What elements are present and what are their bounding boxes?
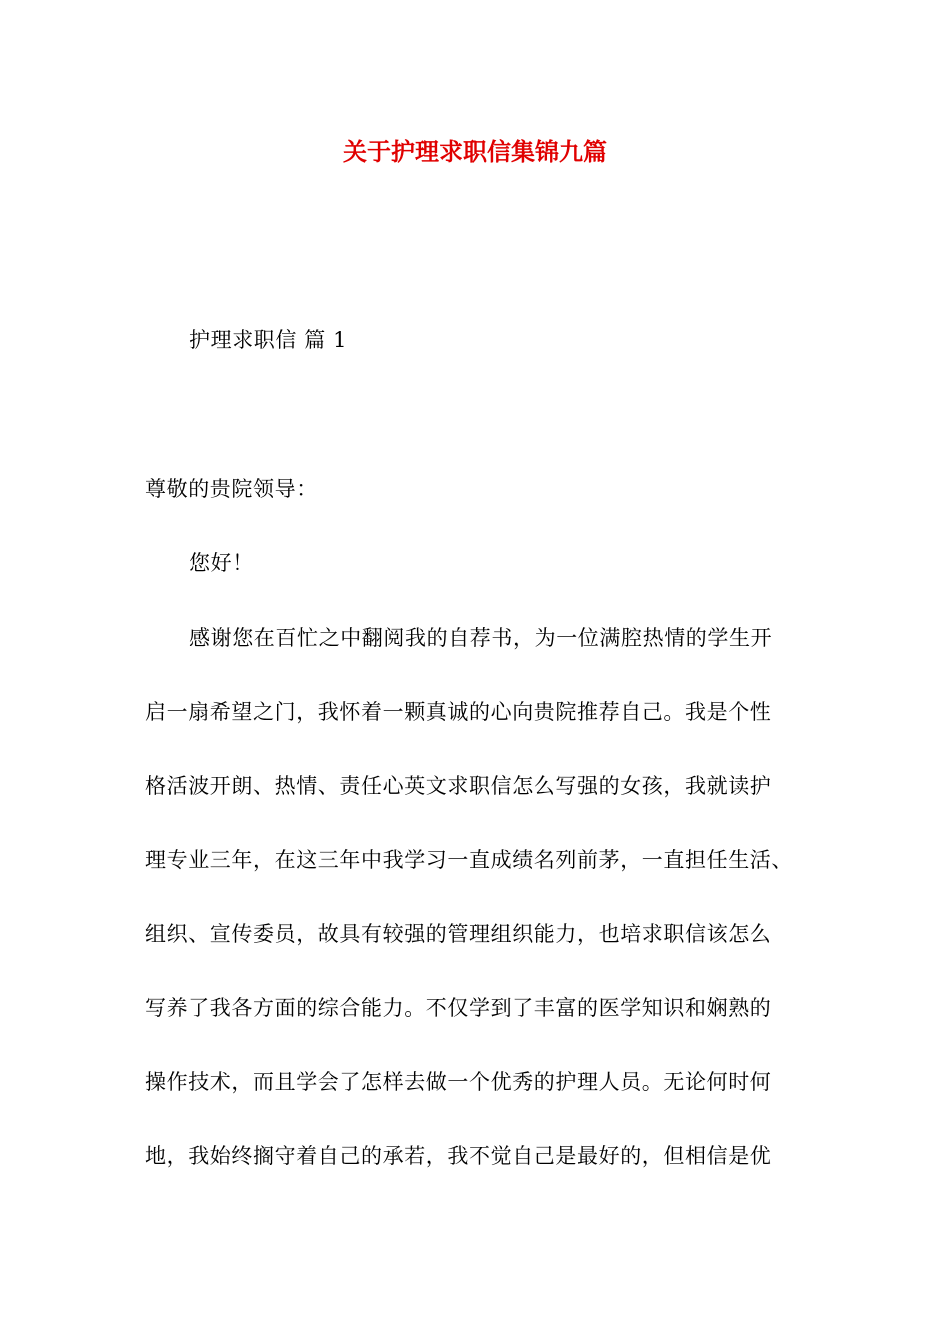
body-line: 地，我始终搁守着自己的承若，我不觉自己是最好的，但相信是优 [145,1144,772,1168]
body-line: 启一扇希望之门，我怀着一颗真诚的心向贵院推荐自己。我是个性 [145,700,772,724]
greeting: 您好！ [189,551,254,575]
document-title: 关于护理求职信集锦九篇 [343,137,607,166]
salutation: 尊敬的贵院领导： [145,477,318,501]
section-heading: 护理求职信 篇 1 [189,328,348,352]
body-line: 理专业三年，在这三年中我学习一直成绩名列前茅，一直担任生活、 [145,848,793,872]
body-line: 格活波开朗、热情、责任心英文求职信怎么写强的女孩，我就读护 [145,774,772,798]
body-line: 写养了我各方面的综合能力。不仅学到了丰富的医学知识和娴熟的 [145,996,772,1020]
body-line: 组织、宣传委员，故具有较强的管理组织能力，也培求职信该怎么 [145,922,772,946]
body-line: 感谢您在百忙之中翻阅我的自荐书，为一位满腔热情的学生开 [189,626,773,650]
body-line: 操作技术，而且学会了怎样去做一个优秀的护理人员。无论何时何 [145,1070,772,1094]
